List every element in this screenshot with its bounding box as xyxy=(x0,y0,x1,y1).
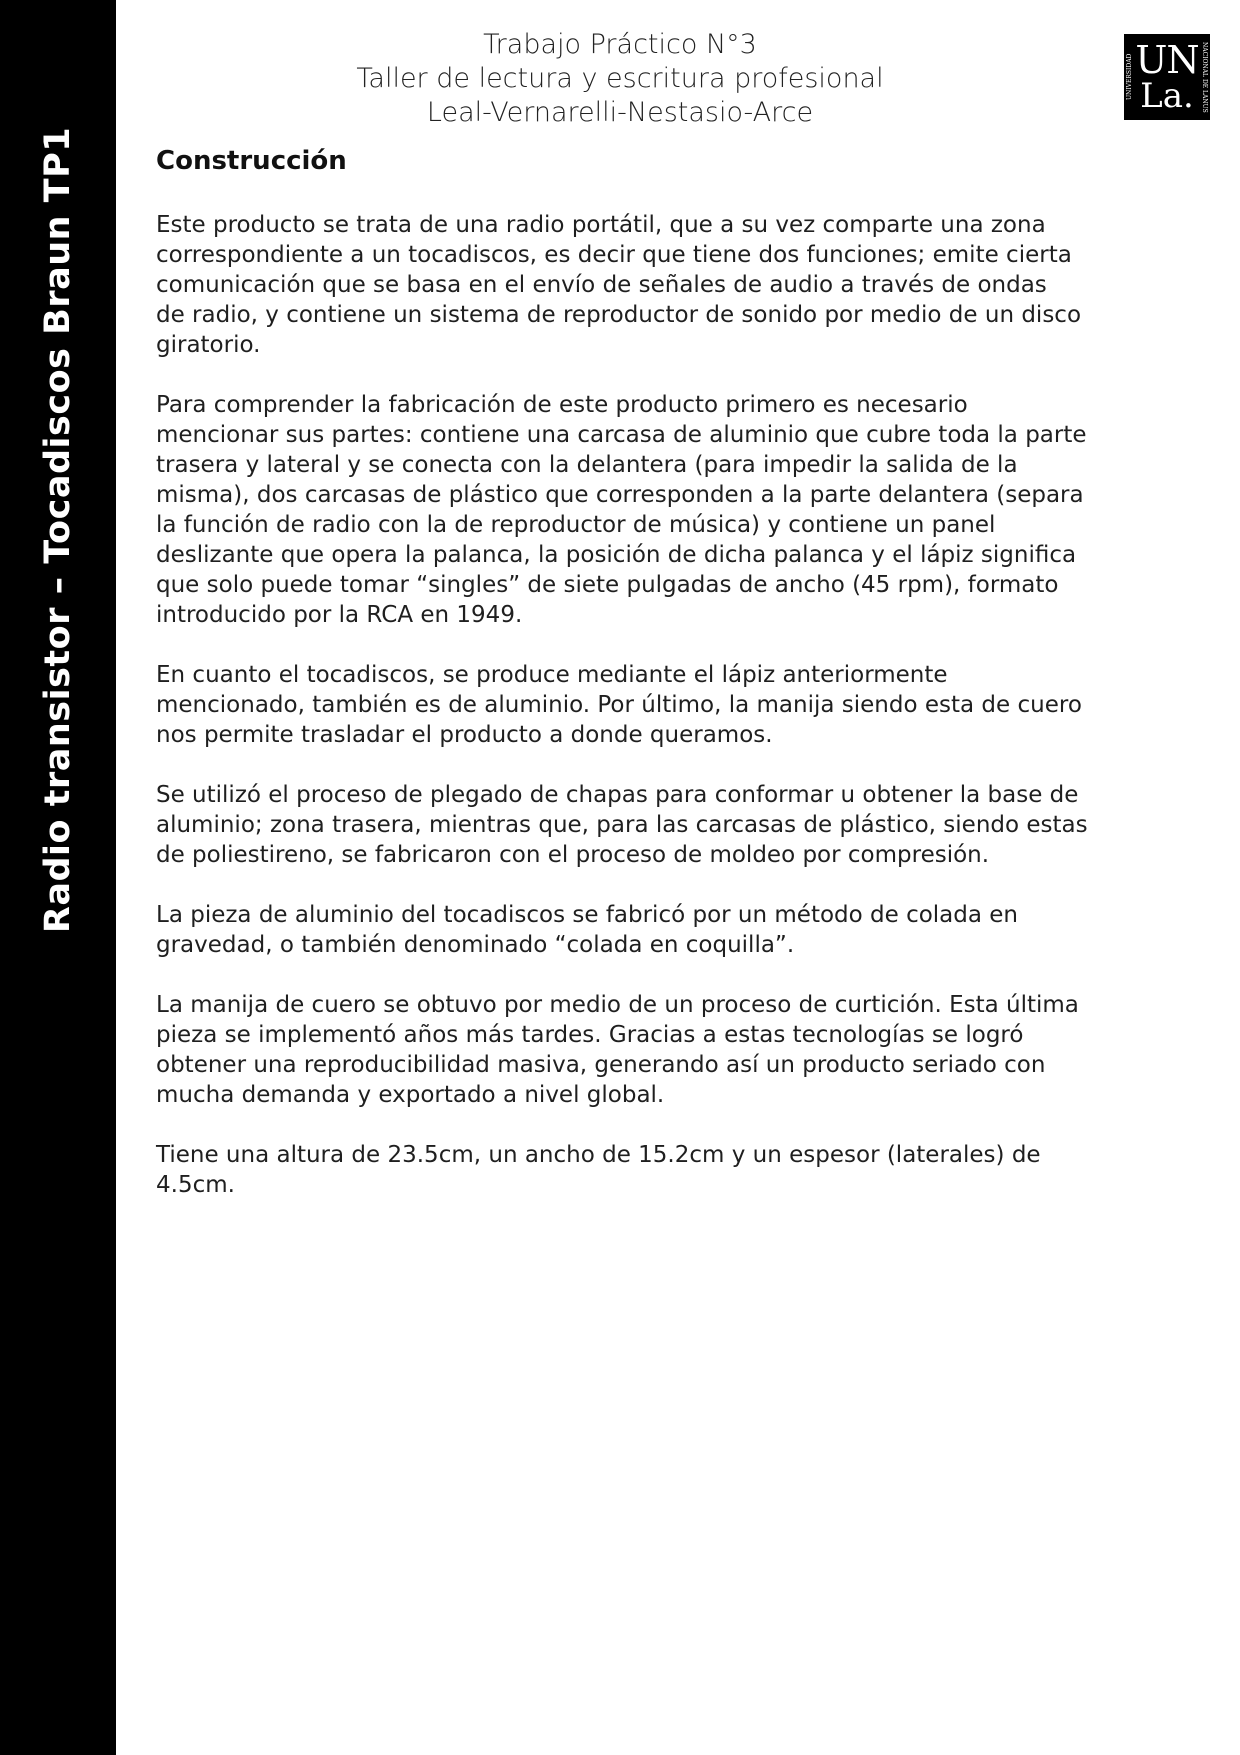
paragraph-2: Para comprender la fabricación de este producto primero es necesario mencionar sus partes: contiene una carcasa de aluminio que cubre toda la parte trasera y lateral y se conecta con la delantera (para impedir la salida de la misma), dos carcasas de plástico que corresponden a la parte delantera (separa la función de radio con la de reproductor de música) y contiene un panel deslizante que opera la palanca, la posición de dicha palanca y el lápiz significa que solo puede tomar “singles” de siete pulgadas de ancho (45 rpm), formato introducido por la RCA en 1949. xyxy=(156,392,1087,628)
section-title: Construcción xyxy=(156,146,347,176)
header-course: Taller de lectura y escritura profesional xyxy=(356,63,884,94)
logo-text-top: UN xyxy=(1135,38,1199,82)
document-header xyxy=(220,28,1020,130)
document-body xyxy=(156,146,1096,1230)
paragraph-7: Tiene una altura de 23.5cm, un ancho de 15.2cm y un espesor (laterales) de 4.5cm. xyxy=(156,1142,1041,1198)
logo-side-left: UNIVERSIDAD xyxy=(1126,53,1133,101)
side-title: Radio transistor – Tocadiscos Braun TP1 xyxy=(38,126,78,934)
logo-side-right: NACIONAL DE LANÚS xyxy=(1201,41,1208,113)
paragraph-1: Este producto se trata de una radio portátil, que a su vez comparte una zona correspondiente a un tocadiscos, es decir que tiene dos funciones; emite cierta comunicación que se basa en el envío de señales de audio a través de ondas de radio, y contiene un sistema de reproductor de sonido por medio de un disco giratorio. xyxy=(156,212,1082,358)
paragraph-5: La pieza de aluminio del tocadiscos se fabricó por un método de colada en gravedad, o también denominado “colada en coquilla”. xyxy=(156,902,1019,958)
side-band xyxy=(0,0,116,1755)
logo-text-bottom: La. xyxy=(1140,76,1194,116)
university-logo xyxy=(1124,34,1210,120)
paragraph-3: En cuanto el tocadiscos, se produce mediante el lápiz anteriormente mencionado, también es de aluminio. Por último, la manija siendo esta de cuero nos permite trasladar el producto a donde queramos. xyxy=(156,662,1082,748)
header-assignment: Trabajo Práctico N°3 xyxy=(483,29,757,60)
paragraph-6: La manija de cuero se obtuvo por medio de un proceso de curtición. Esta última pieza se implementó años más tardes. Gracias a estas tecnologías se logró obtener una reproducibilidad masiva, generando así un producto seriado con mucha demanda y exportado a nivel global. xyxy=(156,992,1079,1108)
header-authors: Leal-Vernarelli-Nestasio-Arce xyxy=(426,97,814,128)
paragraph-4: Se utilizó el proceso de plegado de chapas para conformar u obtener la base de aluminio; zona trasera, mientras que, para las carcasas de plástico, siendo estas de poliestireno, se fabricaron con el proceso de moldeo por compresión. xyxy=(156,782,1088,868)
